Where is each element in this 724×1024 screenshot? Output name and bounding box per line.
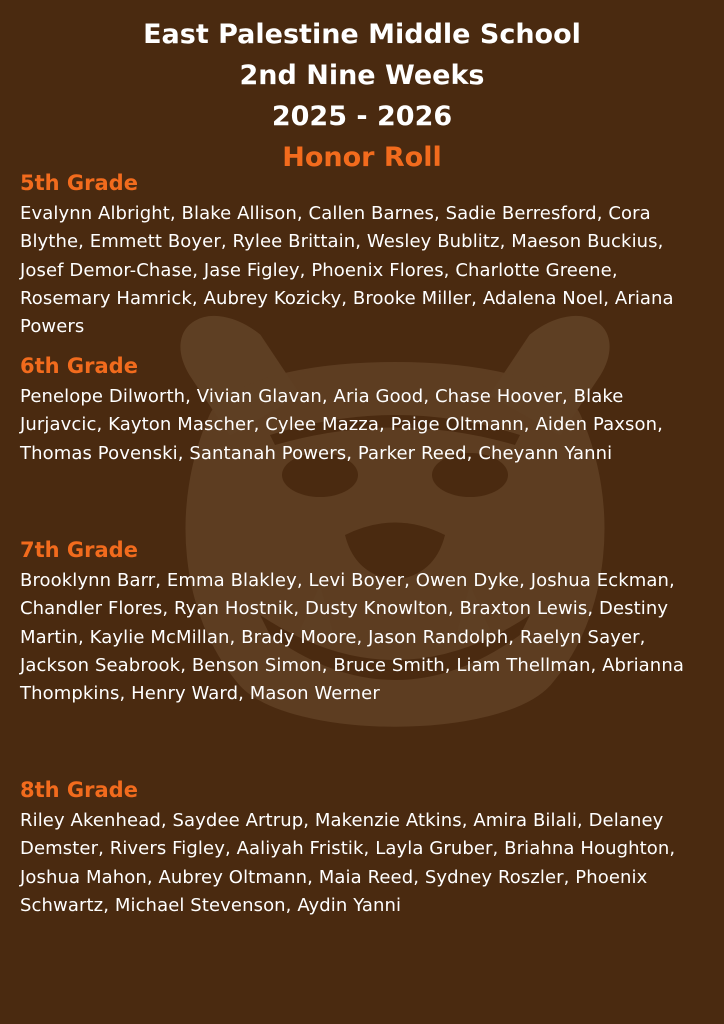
student-names: Penelope Dilworth, Vivian Glavan, Aria Good, Chase Hoover, Blake Jurjavcic, Kayton Mascher, Cylee Mazza, Paige Oltmann, Aiden Paxson, Thomas Povenski, Santanah Powers, Parker Reed, Cheyann Yanni [20, 386, 663, 464]
grade-section-6th [20, 353, 710, 468]
school-name: East Palestine Middle School [143, 19, 581, 50]
student-names: Evalynn Albright, Blake Allison, Callen Barnes, Sadie Berresford, Cora Blythe, Emmett Boyer, Rylee Brittain, Wesley Bublitz, Maeson Buckius, Josef Demor-Chase, Jase Figley, Phoenix Flores, Charlotte Greene, Rosemary Hamrick, Aubrey Kozicky, Brooke Miller, Adalena Noel, Ariana Powers [20, 203, 674, 338]
school-year: 2025 - 2026 [271, 101, 453, 132]
grade-section-7th [20, 537, 710, 708]
grade-heading: 7th Grade [20, 538, 138, 562]
grade-heading: 6th Grade [20, 354, 138, 378]
grade-heading: 8th Grade [20, 778, 138, 802]
student-names: Brooklynn Barr, Emma Blakley, Levi Boyer, Owen Dyke, Joshua Eckman, Chandler Flores, Ryan Hostnik, Dusty Knowlton, Braxton Lewis, Destiny Martin, Kaylie McMillan, Brady Moore, Jason Randolph, Raelyn Sayer, Jackson Seabrook, Benson Simon, Bruce Smith, Liam Thellman, Abrianna Thompkins, Henry Ward, Mason Werner [20, 570, 684, 705]
grade-heading: 5th Grade [20, 171, 138, 195]
grade-section-5th [20, 170, 710, 341]
honor-roll-title: Honor Roll [282, 142, 442, 173]
student-names: Riley Akenhead, Saydee Artrup, Makenzie Atkins, Amira Bilali, Delaney Demster, Rivers Figley, Aaliyah Fristik, Layla Gruber, Briahna Houghton, Joshua Mahon, Aubrey Oltmann, Maia Reed, Sydney Roszler, Phoenix Schwartz, Michael Stevenson, Aydin Yanni [20, 810, 676, 916]
grade-section-8th [20, 777, 710, 920]
grading-period: 2nd Nine Weeks [239, 60, 485, 91]
header [0, 14, 724, 178]
